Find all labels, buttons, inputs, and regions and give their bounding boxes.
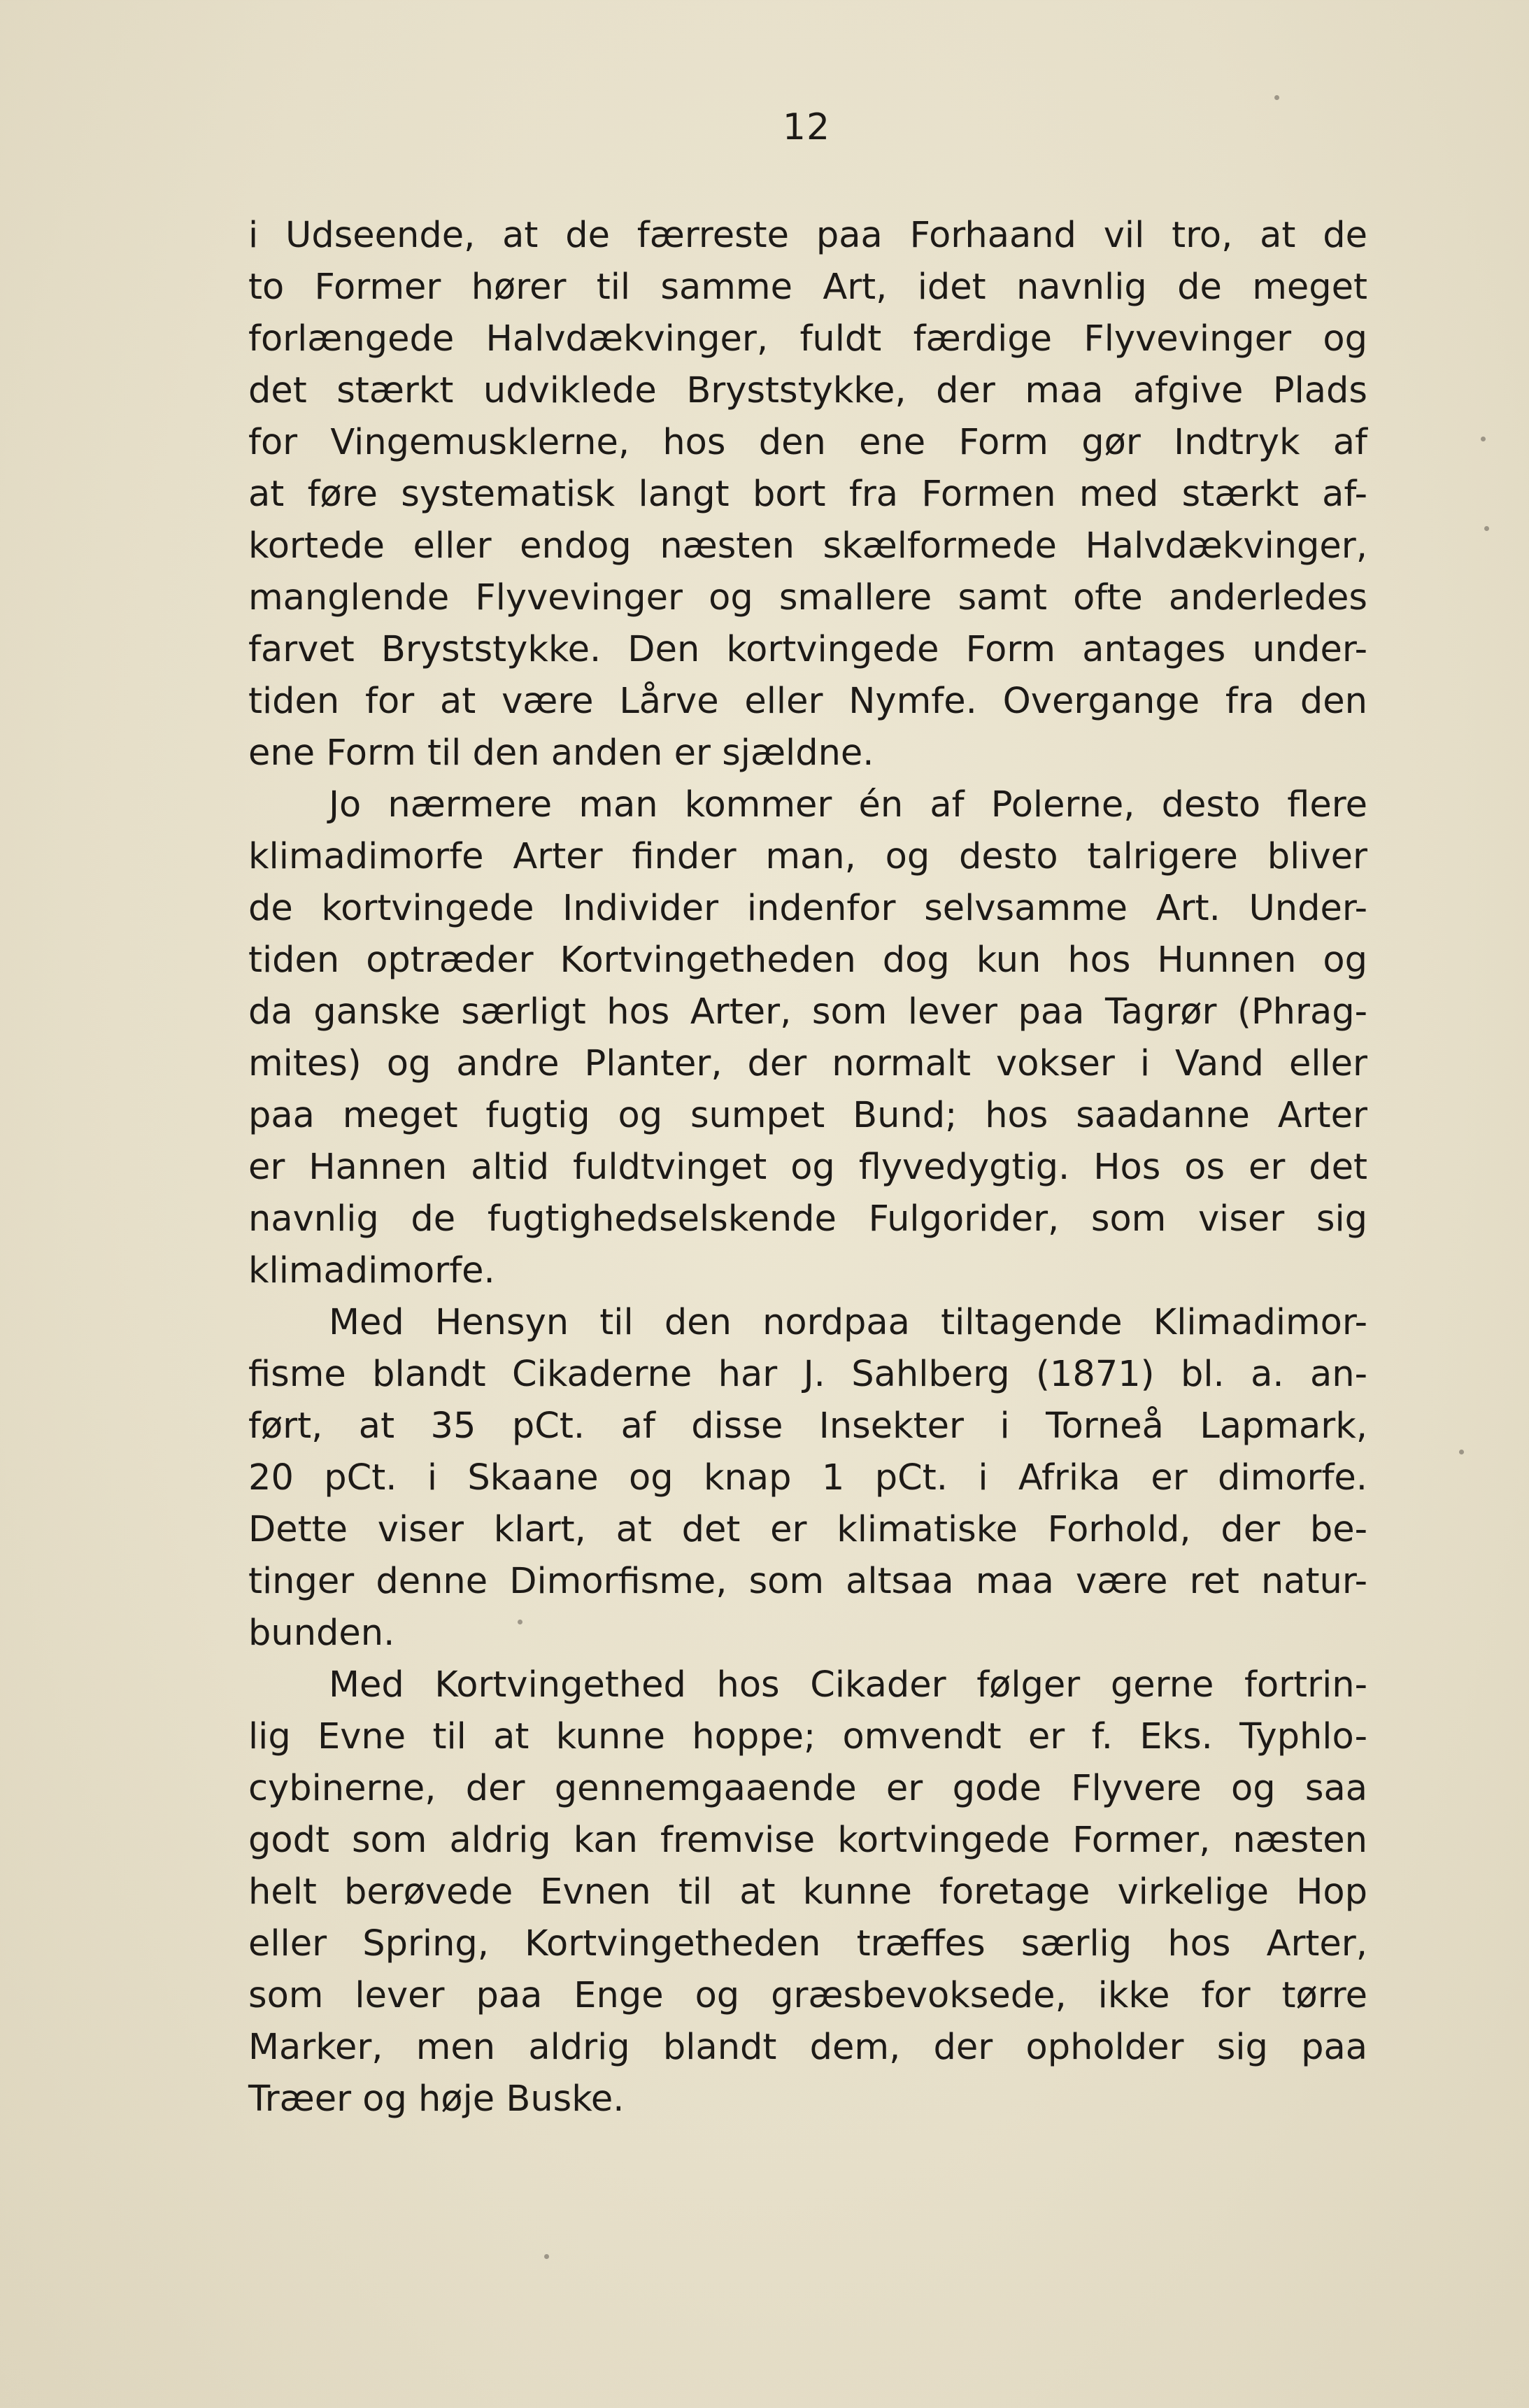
text-line: fisme blandt Cikaderne har J. Sahlberg (1871) bl. a. an- bbox=[248, 1354, 1367, 1395]
text-line: 20 pCt. i Skaane og knap 1 pCt. i Afrika er dimorfe. bbox=[248, 1457, 1367, 1499]
text-line: som lever paa Enge og græsbevoksede, ikke for tørre bbox=[248, 1975, 1367, 2016]
text-line: to Former hører til samme Art, idet navnlig de meget bbox=[248, 267, 1367, 308]
text-line: forlængede Halvdækvinger, fuldt færdige Flyvevinger og bbox=[248, 318, 1367, 360]
paper-speck bbox=[1481, 437, 1486, 441]
text-line: tiden optræder Kortvingetheden dog kun hos Hunnen og bbox=[248, 940, 1367, 981]
text-line: paa meget fugtig og sumpet Bund; hos saadanne Arter bbox=[248, 1095, 1367, 1136]
text-line: tiden for at være Lårve eller Nymfe. Overgange fra den bbox=[248, 681, 1367, 722]
paper-speck bbox=[1459, 1450, 1464, 1454]
text-line: ført, at 35 pCt. af disse Insekter i Torneå Lapmark, bbox=[248, 1405, 1367, 1447]
text-line: eller Spring, Kortvingetheden træffes særlig hos Arter, bbox=[248, 1923, 1367, 1964]
page-number: 12 bbox=[782, 106, 831, 148]
text-line: Dette viser klart, at det er klimatiske Forhold, der be- bbox=[248, 1509, 1367, 1550]
text-line: det stærkt udviklede Bryststykke, der maa afgive Plads bbox=[248, 370, 1367, 411]
text-line: Med Hensyn til den nordpaa tiltagende Klimadimor- bbox=[329, 1302, 1367, 1343]
text-line: lig Evne til at kunne hoppe; omvendt er f. Eks. Typhlo- bbox=[248, 1716, 1367, 1757]
text-line: klimadimorfe Arter finder man, og desto talrigere bliver bbox=[248, 836, 1367, 877]
text-line: bunden. bbox=[248, 1613, 395, 1654]
text-line: Med Kortvingethed hos Cikader følger gerne fortrin- bbox=[329, 1664, 1367, 1706]
text-line: Jo nærmere man kommer én af Polerne, desto flere bbox=[329, 784, 1367, 826]
text-line: kortede eller endog næsten skælformede Halvdækvinger, bbox=[248, 525, 1367, 567]
text-line: manglende Flyvevinger og smallere samt ofte anderledes bbox=[248, 577, 1367, 618]
text-line: er Hannen altid fuldtvinget og flyvedygtig. Hos os er det bbox=[248, 1147, 1367, 1188]
text-line: tinger denne Dimorfisme, som altsaa maa være ret natur- bbox=[248, 1561, 1367, 1602]
text-line: helt berøvede Evnen til at kunne foretage virkelige Hop bbox=[248, 1871, 1367, 1913]
text-line: mites) og andre Planter, der normalt vokser i Vand eller bbox=[248, 1043, 1367, 1084]
paper-speck bbox=[544, 2254, 549, 2259]
text-line: navnlig de fugtighedselskende Fulgorider, som viser sig bbox=[248, 1198, 1367, 1240]
text-line: de kortvingede Individer indenfor selvsamme Art. Under- bbox=[248, 888, 1367, 929]
text-line: klimadimorfe. bbox=[248, 1250, 495, 1291]
text-line: at føre systematisk langt bort fra Formen med stærkt af- bbox=[248, 474, 1367, 515]
text-line: i Udseende, at de færreste paa Forhaand vil tro, at de bbox=[248, 215, 1367, 256]
text-line: Marker, men aldrig blandt dem, der opholder sig paa bbox=[248, 2027, 1367, 2068]
text-line: da ganske særligt hos Arter, som lever paa Tagrør (Phrag- bbox=[248, 991, 1367, 1033]
text-line: farvet Bryststykke. Den kortvingede Form antages under- bbox=[248, 629, 1367, 670]
paper-speck bbox=[518, 1620, 522, 1624]
text-line: ene Form til den anden er sjældne. bbox=[248, 732, 874, 774]
text-line: cybinerne, der gennemgaaende er gode Flyvere og saa bbox=[248, 1768, 1367, 1809]
paper-speck bbox=[1274, 95, 1279, 100]
paper-speck bbox=[1484, 526, 1489, 531]
text-line: Træer og høje Buske. bbox=[248, 2078, 625, 2120]
text-line: godt som aldrig kan fremvise kortvingede Former, næsten bbox=[248, 1820, 1367, 1861]
text-line: for Vingemusklerne, hos den ene Form gør Indtryk af bbox=[248, 422, 1367, 463]
body-text bbox=[248, 210, 1367, 2125]
